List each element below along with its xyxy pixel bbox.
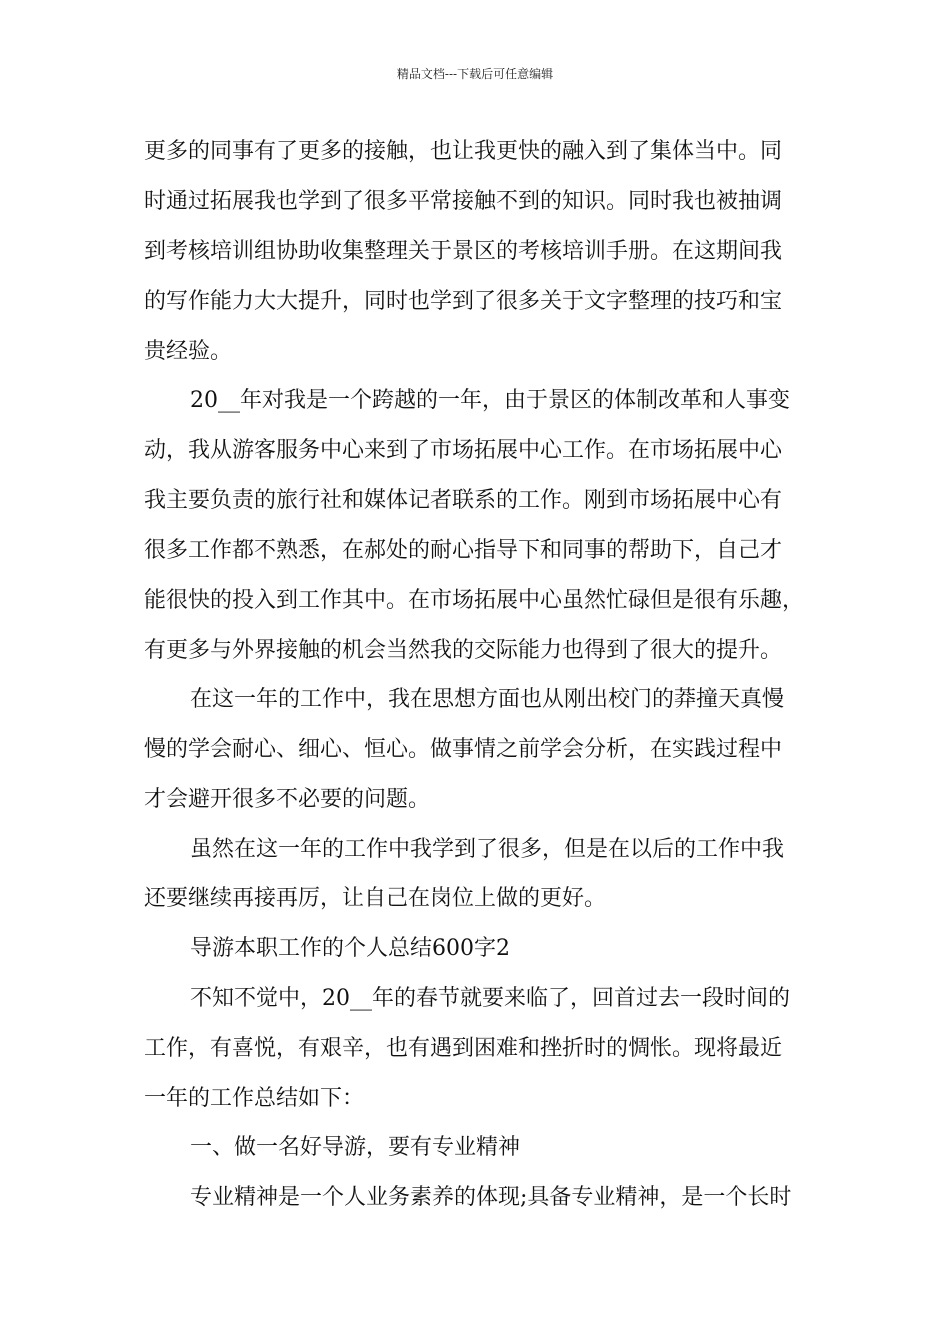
paragraph-first-line: 专业精神是一个人业务素养的体现;具备专业精神，是一个长时: [190, 1185, 792, 1210]
text-line: 贵经验。: [144, 339, 233, 364]
paragraph-first-line: 在这一年的工作中，我在思想方面也从刚出校门的莽撞天真慢: [190, 687, 785, 712]
subsection-heading: 一、做一名好导游，要有专业精神: [190, 1135, 521, 1160]
text-line: 我主要负责的旅行社和媒体记者联系的工作。刚到市场拓展中心有: [144, 488, 783, 513]
text-line: 很多工作都不熟悉，在郝处的耐心指导下和同事的帮助下，自己才: [144, 538, 783, 563]
text-line: 的写作能力大大提升，同时也学到了很多关于文字整理的技巧和宝: [144, 289, 783, 314]
paragraph-first-line: 虽然在这一年的工作中我学到了很多，但是在以后的工作中我: [190, 837, 785, 862]
text-line: 动，我从游客服务中心来到了市场拓展中心工作。在市场拓展中心: [144, 438, 783, 463]
text-line: 工作，有喜悦，有艰辛，也有遇到困难和挫折时的惆怅。现将最近: [144, 1036, 783, 1061]
paragraph-first-line: 20__年对我是一个跨越的一年，由于景区的体制改革和人事变: [190, 388, 790, 413]
page-header: 精品文档---下载后可任意编辑: [396, 67, 554, 81]
text-line: 还要继续再接再厉，让自己在岗位上做的更好。: [144, 886, 607, 911]
text-line: 一年的工作总结如下：: [144, 1086, 365, 1111]
text-line: 有更多与外界接触的机会当然我的交际能力也得到了很大的提升。: [144, 638, 783, 663]
text-line: 到考核培训组协助收集整理关于景区的考核培训手册。在这期间我: [144, 239, 783, 264]
text-line: 时通过拓展我也学到了很多平常接触不到的知识。同时我也被抽调: [144, 189, 783, 214]
section-heading: 导游本职工作的个人总结600字2: [190, 936, 510, 961]
paragraph-first-line: 不知不觉中，20__年的春节就要来临了，回首过去一段时间的: [190, 986, 790, 1011]
text-line: 慢的学会耐心、细心、恒心。做事情之前学会分析，在实践过程中: [144, 737, 783, 762]
text-line: 才会避开很多不必要的问题。: [144, 787, 431, 812]
text-line: 能很快的投入到工作其中。在市场拓展中心虽然忙碌但是很有乐趣，: [144, 588, 805, 613]
text-line: 更多的同事有了更多的接触，也让我更快的融入到了集体当中。同: [144, 139, 783, 164]
